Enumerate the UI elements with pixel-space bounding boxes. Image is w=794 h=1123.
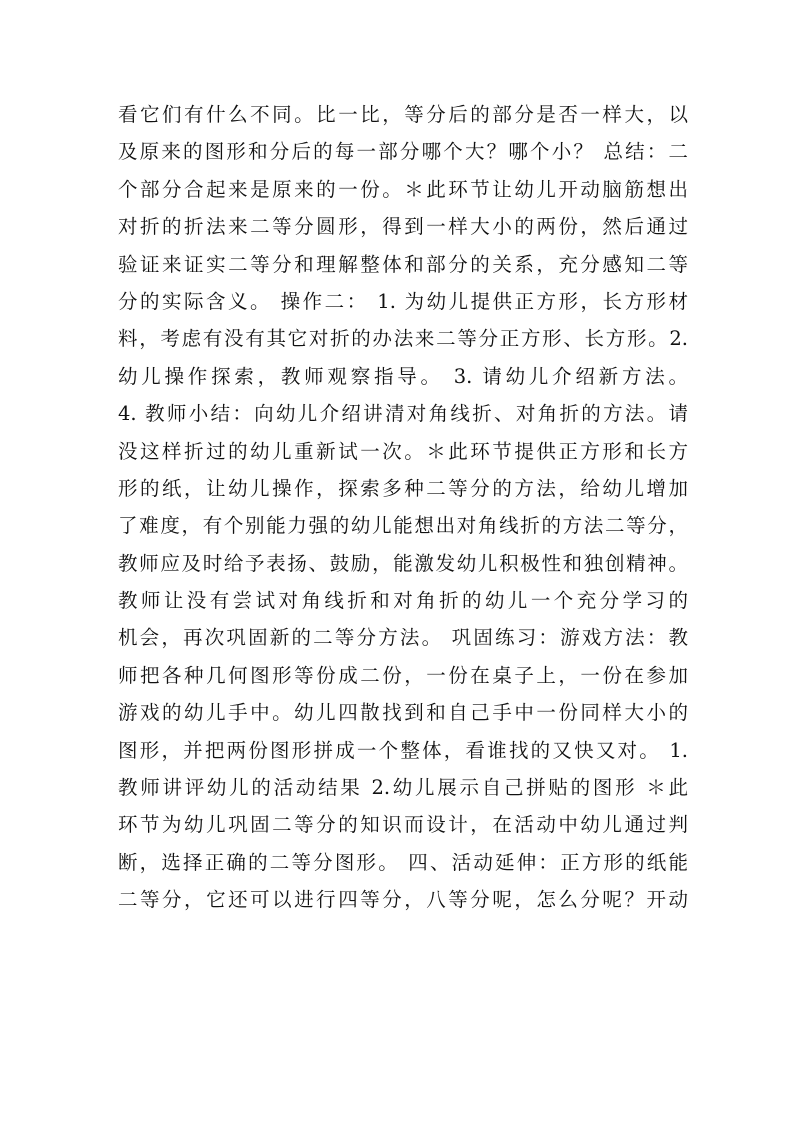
text-line-18: 图形，并把两份图形拼成一个整体，看谁找的又快又对。 1. <box>118 738 688 762</box>
text-line-3: 个部分合起来是原来的一份。＊此环节让幼儿开动脑筋想出 <box>118 177 688 201</box>
body-text <box>118 96 688 919</box>
text-line-6: 分的实际含义。 操作二： 1. 为幼儿提供正方形，长方形材 <box>118 289 688 313</box>
text-line-15: 机会，再次巩固新的二等分方法。 巩固练习：游戏方法：教 <box>118 626 688 650</box>
text-line-21: 断，选择正确的二等分图形。 四、活动延伸：正方形的纸能 <box>118 850 688 874</box>
text-line-12: 了难度，有个别能力强的幼儿能想出对角线折的方法二等分， <box>118 514 688 538</box>
text-line-10: 没这样折过的幼儿重新试一次。＊此环节提供正方形和长方 <box>118 439 688 463</box>
text-line-4: 对折的折法来二等分圆形，得到一样大小的两份，然后通过 <box>118 215 688 239</box>
text-line-13: 教师应及时给予表扬、鼓励，能激发幼儿积极性和独创精神。 <box>118 551 688 575</box>
text-line-19: 教师讲评幼儿的活动结果 2.幼儿展示自己拼贴的图形 ＊此 <box>118 776 688 800</box>
text-line-22: 二等分，它还可以进行四等分，八等分呢，怎么分呢？开动 <box>118 888 688 912</box>
text-line-7: 料，考虑有没有其它对折的办法来二等分正方形、长方形。2. <box>118 327 688 351</box>
text-line-2: 及原来的图形和分后的每一部分哪个大？哪个小？ 总结：二 <box>118 140 688 164</box>
text-line-5: 验证来证实二等分和理解整体和部分的关系，充分感知二等 <box>118 252 688 276</box>
text-line-16: 师把各种几何图形等份成二份，一份在桌子上，一份在参加 <box>118 663 688 687</box>
text-line-17: 游戏的幼儿手中。幼儿四散找到和自己手中一份同样大小的 <box>118 701 688 725</box>
text-line-1: 看它们有什么不同。比一比，等分后的部分是否一样大，以 <box>118 103 688 126</box>
text-line-20: 环节为幼儿巩固二等分的知识而设计，在活动中幼儿通过判 <box>118 813 688 837</box>
text-line-11: 形的纸，让幼儿操作，探索多种二等分的方法，给幼儿增加 <box>118 476 688 500</box>
text-line-14: 教师让没有尝试对角线折和对角折的幼儿一个充分学习的 <box>118 589 688 613</box>
text-line-8: 幼儿操作探索，教师观察指导。 3. 请幼儿介绍新方法。 <box>118 364 688 388</box>
text-line-9: 4. 教师小结：向幼儿介绍讲清对角线折、对角折的方法。请 <box>118 402 688 426</box>
